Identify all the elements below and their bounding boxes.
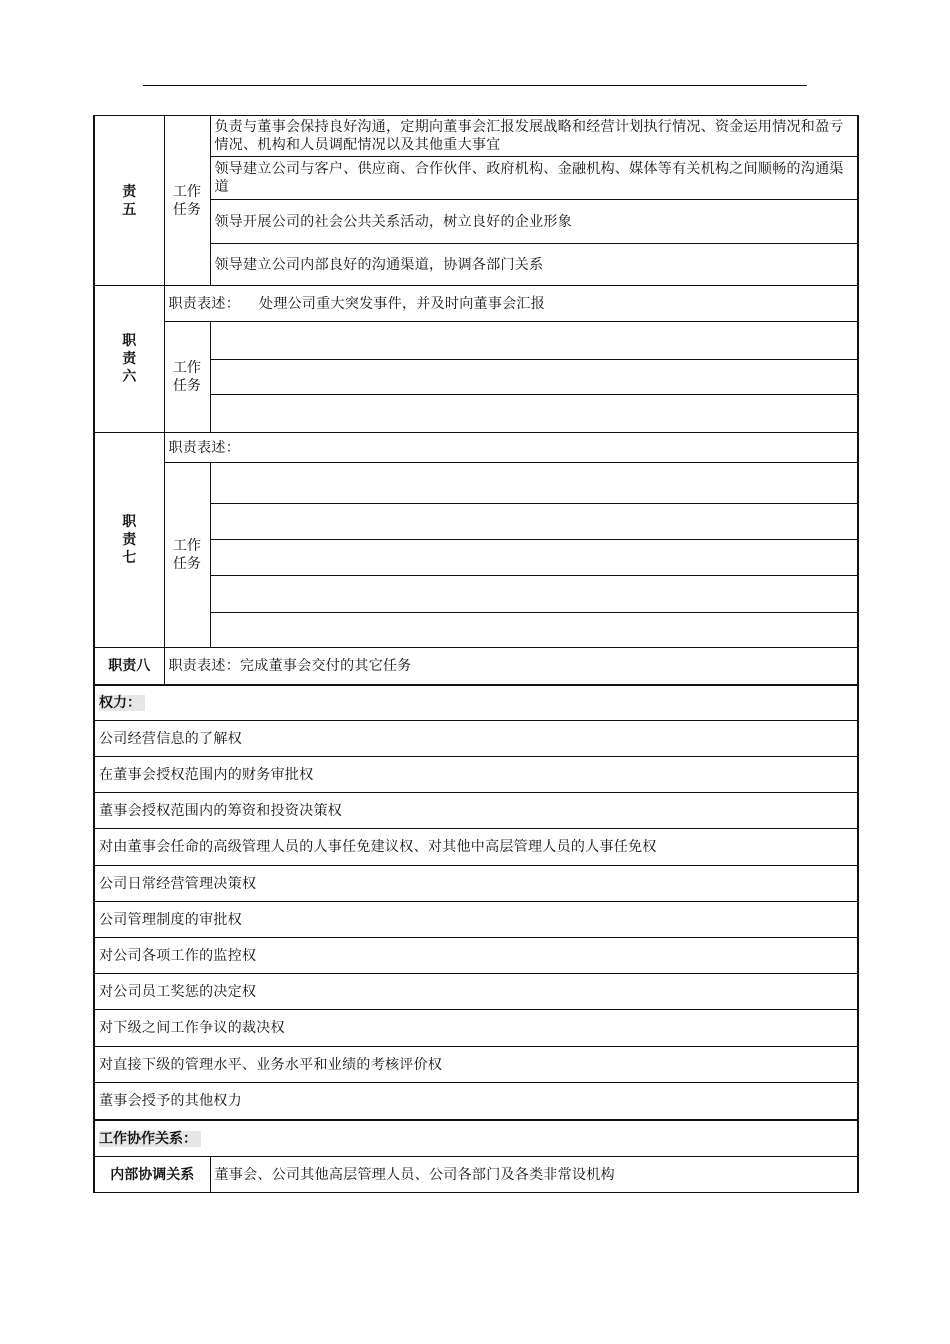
power-item-1: 公司经营信息的了解权 [94,721,858,757]
power-item [94,974,858,1010]
duty5-task-2: 领导建立公司与客户、供应商、合作伙伴、政府机构、金融机构、媒体等有关机构之间顺畅的沟通渠道 [210,157,858,200]
powers-heading-row [94,686,858,721]
duty5-task-1: 负责与董事会保持良好沟通，定期向董事会汇报发展战略和经营计划执行情况、资金运用情况和盈亏情况、机构和人员调配情况以及其他重大事宜 [210,116,858,157]
power-item-7: 对公司各项工作的监控权 [94,938,858,974]
cooperation-table [93,1120,859,1193]
cooperation-heading [94,1121,858,1157]
duty5-task-3: 领导开展公司的社会公共关系活动，树立良好的企业形象 [210,200,858,244]
duty5-task-row [94,116,858,157]
duty7-label: 职 责 七 [94,433,164,648]
power-item [94,793,858,829]
power-item [94,757,858,793]
power-item-4: 对由董事会任命的高级管理人员的人事任免建议权、对其他中高层管理人员的人事任免权 [94,829,858,866]
duty5-label: 责 五 [94,116,164,286]
duty7-task-2 [210,504,858,540]
duty7-task-1 [210,463,858,504]
powers-table [93,685,859,1120]
power-item-10: 对直接下级的管理水平、业务水平和业绩的考核评价权 [94,1047,858,1083]
power-item [94,866,858,902]
duty7-task-row [94,463,858,504]
power-item-8: 对公司员工奖惩的决定权 [94,974,858,1010]
internal-coordination-row [94,1157,858,1193]
duty8-statement [164,648,858,685]
duty7-task-4 [210,576,858,613]
duty6-label: 职 责 六 [94,286,164,433]
power-item-5: 公司日常经营管理决策权 [94,866,858,902]
power-item-3: 董事会授权范围内的筹资和投资决策权 [94,793,858,829]
power-item-9: 对下级之间工作争议的裁决权 [94,1010,858,1047]
duty6-task-2 [210,360,858,395]
duty6-task-1 [210,322,858,360]
duty8-statement-text: 完成董事会交付的其它任务 [240,658,412,674]
duty6-task-label: 工作 任务 [164,322,210,433]
power-item [94,721,858,757]
duty6-statement-label: 职责表述： [168,295,240,312]
duty6-statement-text: 处理公司重大突发事件，并及时向董事会汇报 [259,295,546,312]
duty8-label: 职责八 [94,648,164,685]
header-rule [143,85,807,86]
power-item-2: 在董事会授权范围内的财务审批权 [94,757,858,793]
duty6-statement-row [94,286,858,322]
duty8-row [94,648,858,685]
power-item-6: 公司管理制度的审批权 [94,902,858,938]
powers-heading-text: 权力： [99,695,145,711]
duty7-statement [164,433,858,463]
duties-table [93,115,859,685]
internal-coordination-label: 内部协调关系 [94,1157,210,1193]
power-item [94,1083,858,1120]
duty8-statement-label: 职责表述： [168,658,240,674]
duty7-task-5 [210,613,858,648]
cooperation-heading-text: 工作协作关系： [99,1131,201,1147]
cooperation-heading-row [94,1121,858,1157]
internal-coordination-value: 董事会、公司其他高层管理人员、公司各部门及各类非常设机构 [210,1157,858,1193]
power-item [94,829,858,866]
powers-heading [94,686,858,721]
duty6-statement [164,286,858,322]
duty6-task-row [94,322,858,360]
duty5-task-4: 领导建立公司内部良好的沟通渠道，协调各部门关系 [210,244,858,286]
duty7-task-3 [210,540,858,576]
power-item [94,1010,858,1047]
power-item [94,1047,858,1083]
duty7-statement-label: 职责表述： [168,439,240,456]
duty6-task-3 [210,395,858,433]
duty5-task-label: 工作 任务 [164,116,210,286]
duty7-statement-row [94,433,858,463]
duty7-task-label: 工作 任务 [164,463,210,648]
power-item [94,938,858,974]
power-item-11: 董事会授予的其他权力 [94,1083,858,1120]
power-item [94,902,858,938]
job-description-form [93,115,857,1193]
